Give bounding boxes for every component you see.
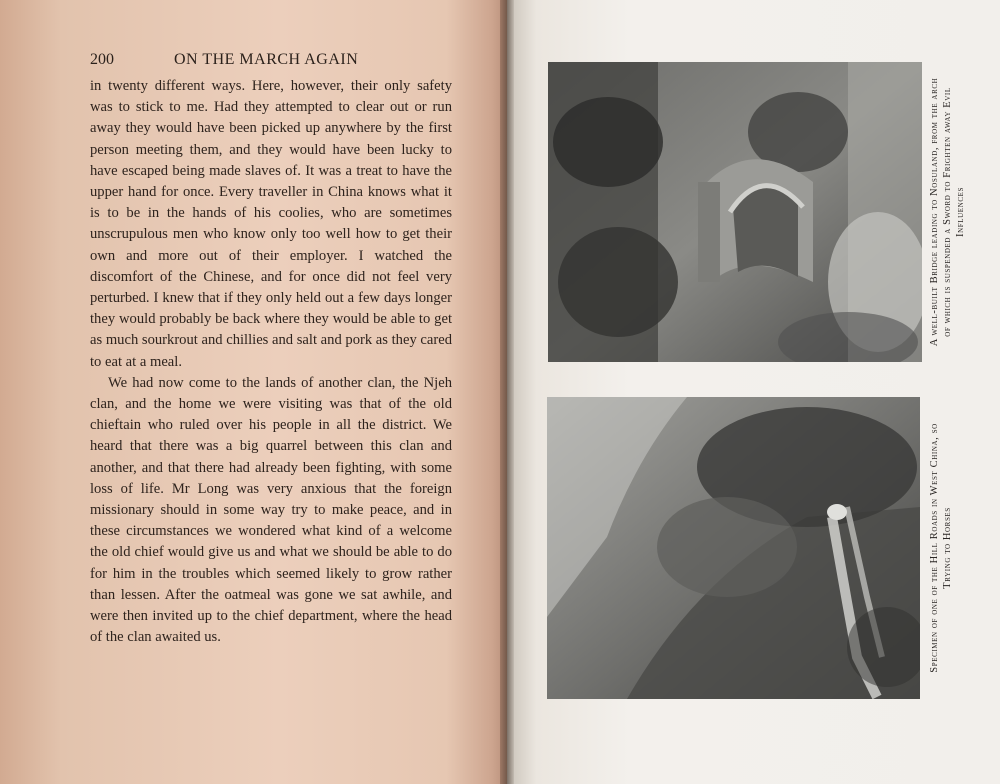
caption-line: of which is suspended a Sword to Frighten away Evil bbox=[942, 87, 953, 337]
caption-line: Specimen of one of the Hill Roads in West China, so bbox=[929, 423, 940, 673]
hill-road-caption bbox=[928, 398, 954, 698]
caption-line: Trying to Horses bbox=[942, 507, 953, 589]
book-gutter bbox=[500, 0, 514, 784]
bridge-photograph bbox=[548, 62, 922, 362]
caption-line: Influences bbox=[955, 187, 966, 237]
running-head bbox=[90, 51, 452, 73]
paragraph-2: We had now come to the lands of another clan, the Njeh clan, and the home we were visiting was that of the old chieftain who ruled over his people in all the district. We heard that there was a big quarrel between this clan and another, and that there had already been fighting, with some loss of life. Mr Long was very anxious that the foreign missionary should in some way try to make peace, and in these circumstances we wondered what kind of a welcome the old chief would give us and what we should be able to do for him in the troubles which seemed likely to grow rather than lessen. After the oatmeal was gone we sat awhile, and were then invited up to the chief department, where the head of the clan awaited us. bbox=[90, 374, 452, 646]
bridge-caption bbox=[928, 52, 967, 372]
page-number: 200 bbox=[90, 51, 114, 68]
running-title: ON THE MARCH AGAIN bbox=[174, 51, 359, 68]
hill-road-photograph bbox=[547, 397, 920, 699]
body-text bbox=[90, 76, 452, 648]
paragraph-1: in twenty different ways. Here, however, their only safety was to stick to me. Had they attempted to clear out or run away they would have been picked up anywhere by the first person meeting them, and they would have been lucky to have escaped being made slaves of. It was a treat to have the upper hand for once. Every traveller in China knows what it is to be in the hands of his coolies, who are sometimes unscrupulous men who know only too well how to get their own and more out of their employer. I watched the discomfort of the Chinese, and for once did not feel very perturbed. I knew that if they only held out a few days longer they would probably be back where they would be able to get as much sourkrout and chillies and salt and pork as they cared to eat at a meal. bbox=[90, 78, 452, 370]
caption-line: A well-built Bridge leading to Nosuland, from the arch bbox=[929, 77, 940, 347]
